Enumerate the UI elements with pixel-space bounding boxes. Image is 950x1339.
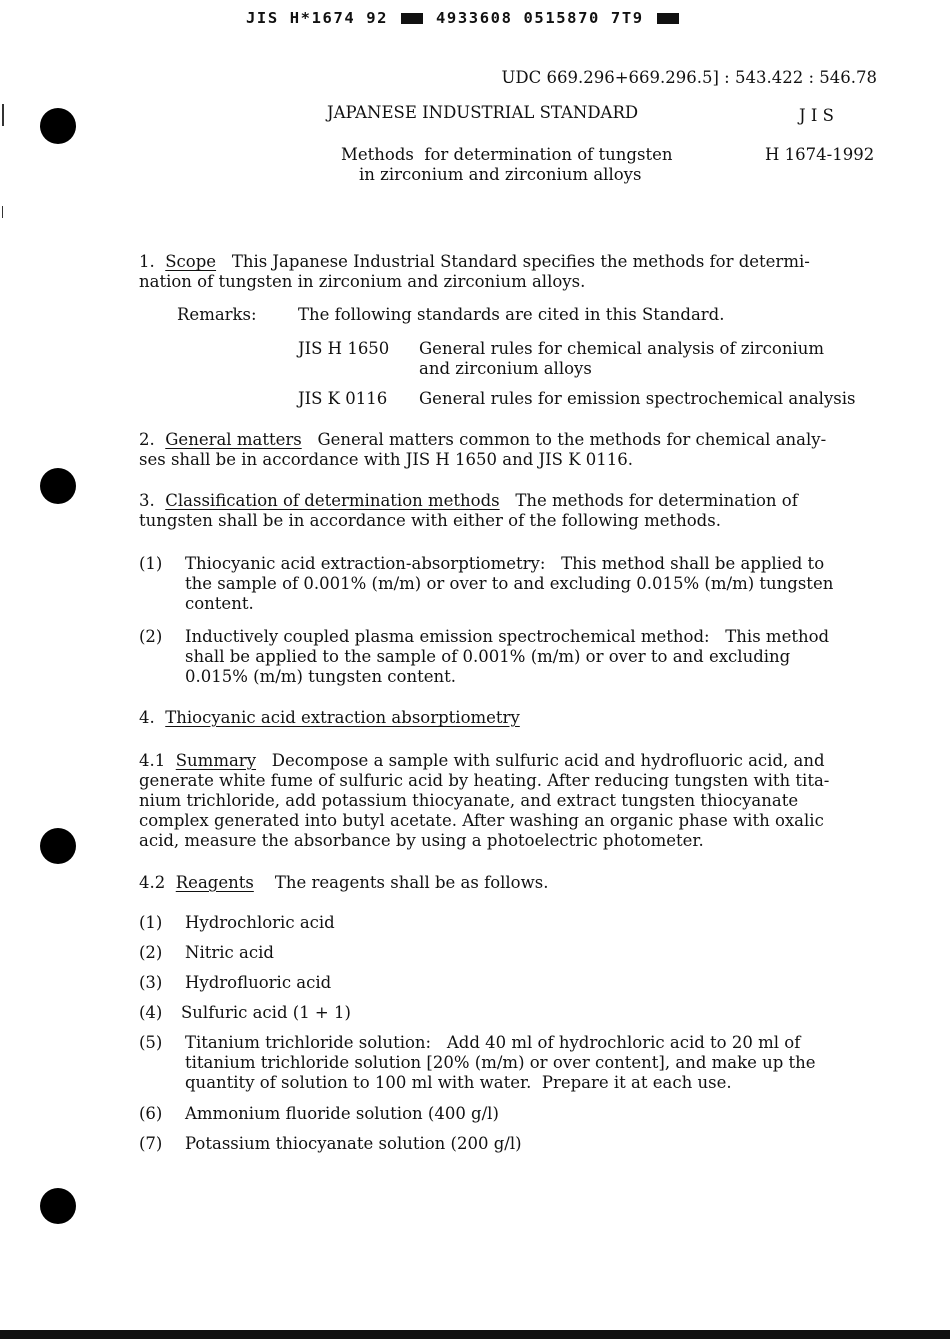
section-heading: Reagents xyxy=(175,873,254,892)
section-text: Decompose a sample with sulfuric acid and hydrofluoric acid, and xyxy=(271,751,825,770)
citation-code: JIS H 1650 xyxy=(298,339,390,358)
list-item-reagent: Hydrofluoric acid xyxy=(185,973,332,992)
document-title-line1: Methods for determination of tungsten xyxy=(341,145,673,164)
scan-bottom-edge xyxy=(0,1330,950,1339)
citation-title-continued: and zirconium alloys xyxy=(419,359,592,378)
header-code-part1: JIS H*1674 92 xyxy=(246,9,389,27)
document-title-line2: in zirconium and zirconium alloys xyxy=(359,165,642,184)
list-item-reagent: Ammonium fluoride solution (400 g/l) xyxy=(185,1104,499,1123)
section-text-continued: nation of tungsten in zirconium and zirconium alloys. xyxy=(139,272,586,291)
section-heading: Classification of determination methods xyxy=(165,491,500,510)
standard-title: JAPANESE INDUSTRIAL STANDARD xyxy=(327,103,639,122)
section-number: 2. xyxy=(139,430,155,449)
section-heading: General matters xyxy=(165,430,302,449)
section-text-continued: ses shall be in accordance with JIS H 1650 and JIS K 0116. xyxy=(139,450,634,469)
list-number: (5) xyxy=(139,1033,163,1052)
barcode-block-icon xyxy=(657,13,679,24)
section-text: This Japanese Industrial Standard specifies the methods for determi- xyxy=(231,252,810,271)
list-line: Thiocyanic acid extraction-absorptiometry: This method shall be applied to xyxy=(185,554,825,573)
section-number: 4. xyxy=(139,708,155,727)
citation-code: JIS K 0116 xyxy=(298,389,388,408)
punch-hole-icon xyxy=(40,828,76,864)
remarks-intro: The following standards are cited in this Standard. xyxy=(298,305,725,324)
list-number: (1) xyxy=(139,913,163,932)
list-number: (3) xyxy=(139,973,163,992)
udc-classification: UDC 669.296+669.296.5] : 543.422 : 546.78 xyxy=(501,68,877,87)
section-scope xyxy=(139,252,877,292)
list-number: (2) xyxy=(139,943,163,962)
scan-mark xyxy=(2,104,4,126)
list-line: shall be applied to the sample of 0.001% (m/m) or over to and excluding xyxy=(185,647,791,666)
section-number: 1. xyxy=(139,252,155,271)
section-heading: Scope xyxy=(165,252,217,271)
list-line: quantity of solution to 100 ml with water. Prepare it at each use. xyxy=(185,1073,732,1092)
section-general-matters xyxy=(139,430,877,470)
header-code-line xyxy=(246,8,681,28)
header-code-part2: 4933608 0515870 7T9 xyxy=(436,9,644,27)
list-item-reagent: Nitric acid xyxy=(185,943,274,962)
section-text: The methods for determination of xyxy=(515,491,798,510)
standard-number: H 1674-1992 xyxy=(765,145,875,164)
list-item-reagent xyxy=(185,1033,875,1093)
remarks-label: Remarks: xyxy=(177,305,257,324)
list-number: (7) xyxy=(139,1134,163,1153)
list-item-reagent: Hydrochloric acid xyxy=(185,913,335,932)
scan-mark xyxy=(2,206,3,218)
list-line: content. xyxy=(185,594,254,613)
section-number: 4.2 xyxy=(139,873,166,892)
section-text-continued: complex generated into butyl acetate. After washing an organic phase with oxalic xyxy=(139,811,824,830)
list-line: 0.015% (m/m) tungsten content. xyxy=(185,667,457,686)
section-text-continued: tungsten shall be in accordance with either of the following methods. xyxy=(139,511,721,530)
list-line: titanium trichloride solution [20% (m/m) or over content], and make up the xyxy=(185,1053,816,1072)
list-item-method xyxy=(185,627,875,687)
list-line: the sample of 0.001% (m/m) or over to and excluding 0.015% (m/m) tungsten xyxy=(185,574,834,593)
citation-title: General rules for chemical analysis of zirconium xyxy=(419,339,825,358)
list-number: (2) xyxy=(139,627,163,646)
section-number: 3. xyxy=(139,491,155,510)
list-line: Titanium trichloride solution: Add 40 ml of hydrochloric acid to 20 ml of xyxy=(185,1033,801,1052)
punch-hole-icon xyxy=(40,1188,76,1224)
punch-hole-icon xyxy=(40,108,76,144)
section-text-continued: nium trichloride, add potassium thiocyanate, and extract tungsten thiocyanate xyxy=(139,791,799,810)
jis-mark: J I S xyxy=(799,106,834,125)
section-heading: Thiocyanic acid extraction absorptiometry xyxy=(165,708,520,727)
section-number: 4.1 xyxy=(139,751,166,770)
list-number: (1) xyxy=(139,554,163,573)
list-item-reagent: Potassium thiocyanate solution (200 g/l) xyxy=(185,1134,522,1153)
section-thiocyanic xyxy=(139,708,877,728)
section-summary xyxy=(139,751,877,851)
list-line: Inductively coupled plasma emission spectrochemical method: This method xyxy=(185,627,830,646)
barcode-block-icon xyxy=(401,13,423,24)
list-item-method xyxy=(185,554,875,614)
section-text-continued: acid, measure the absorbance by using a photoelectric photometer. xyxy=(139,831,704,850)
section-text: The reagents shall be as follows. xyxy=(274,873,549,892)
list-number: (4) xyxy=(139,1003,163,1022)
section-text: General matters common to the methods for chemical analy- xyxy=(317,430,827,449)
punch-hole-icon xyxy=(40,468,76,504)
citation-title: General rules for emission spectrochemical analysis xyxy=(419,389,856,408)
section-reagents xyxy=(139,873,877,893)
list-item-reagent: Sulfuric acid (1 + 1) xyxy=(181,1003,351,1022)
list-number: (6) xyxy=(139,1104,163,1123)
section-text-continued: generate white fume of sulfuric acid by heating. After reducing tungsten with tita- xyxy=(139,771,830,790)
section-classification xyxy=(139,491,877,531)
section-heading: Summary xyxy=(175,751,257,770)
